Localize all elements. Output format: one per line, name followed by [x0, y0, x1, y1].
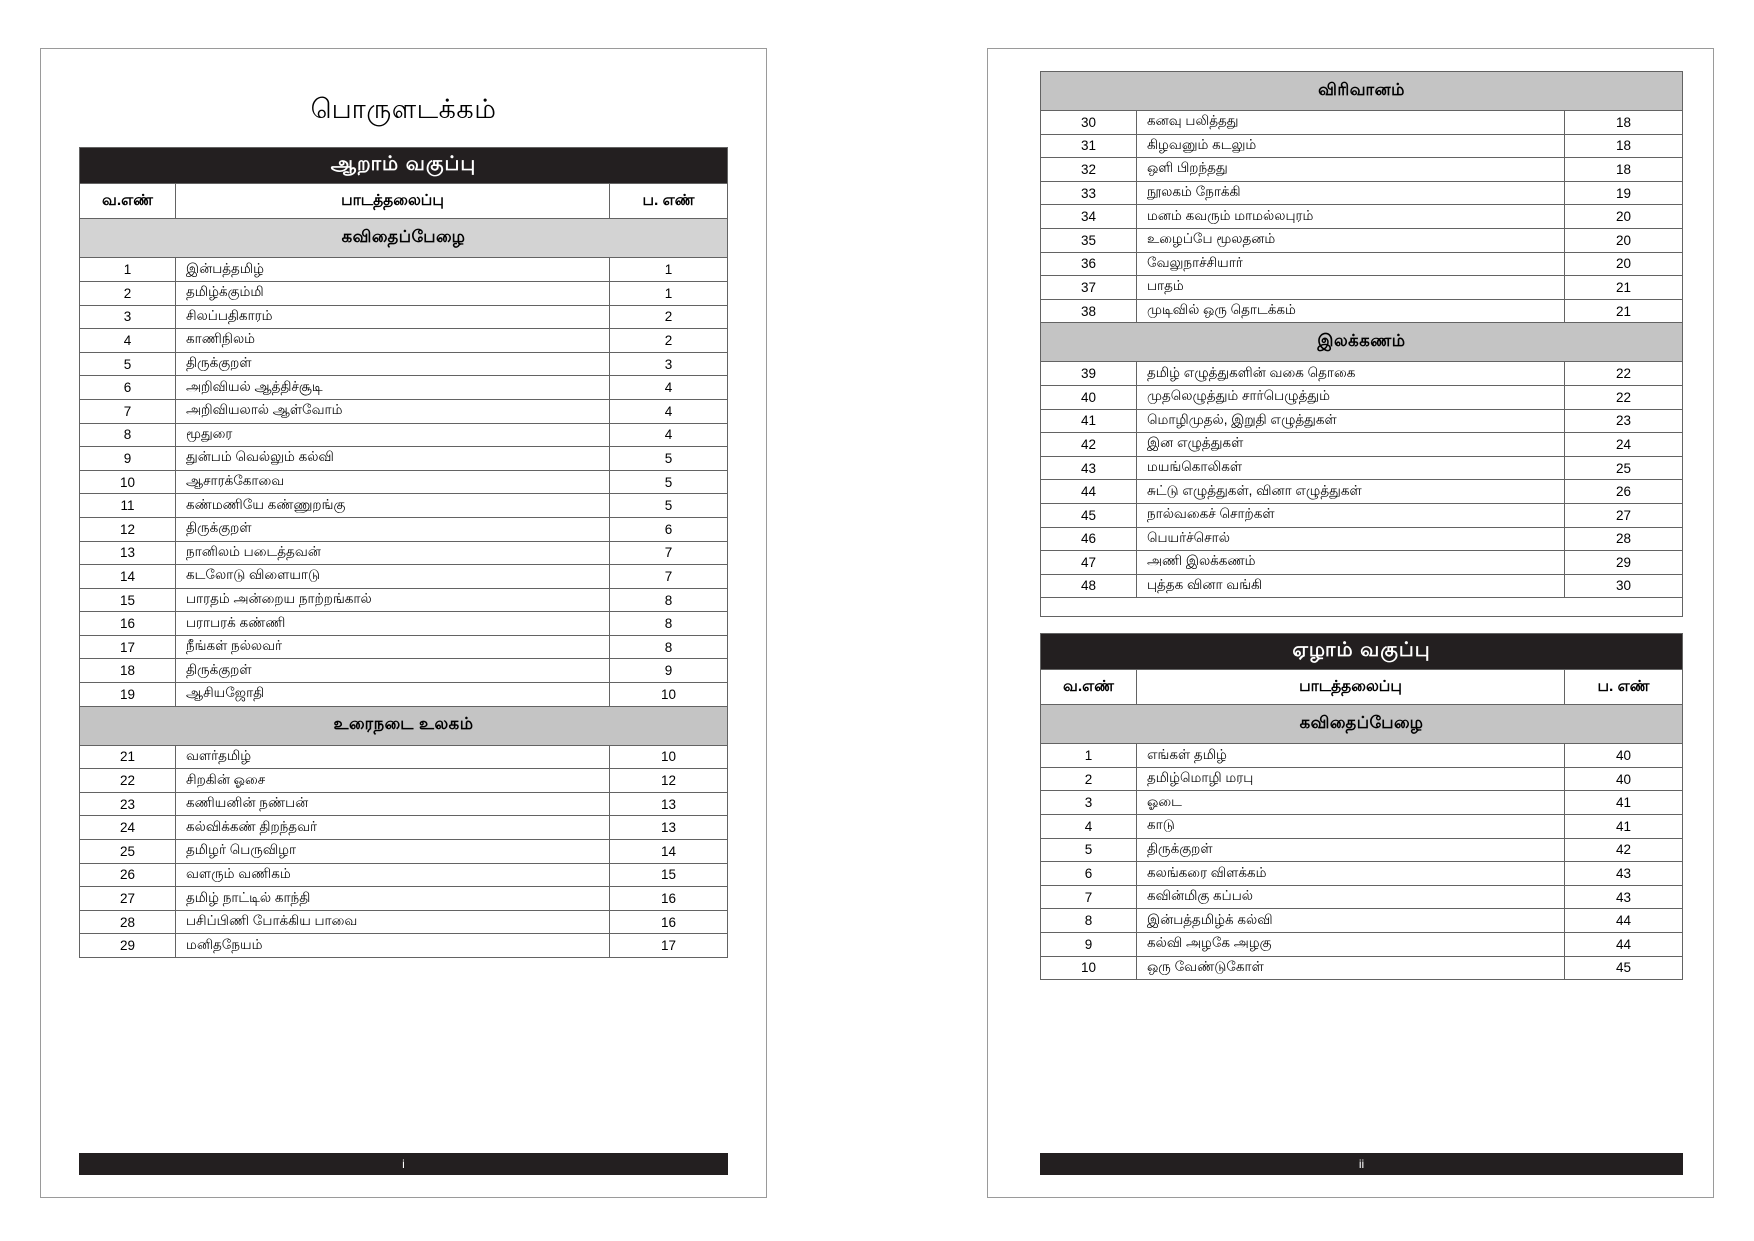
table-row[interactable] [80, 934, 728, 958]
row-sno: 9 [80, 447, 176, 471]
section-header-label: கவிதைப்பேழை [1041, 705, 1683, 744]
row-sno: 1 [1041, 744, 1137, 768]
toc-table-grade7 [1040, 633, 1683, 980]
row-sno: 32 [1041, 158, 1137, 182]
row-title: திருக்குறள் [176, 352, 610, 376]
table-row[interactable] [80, 541, 728, 565]
row-title: கனவு பலித்தது [1137, 111, 1565, 135]
section-header-row [1041, 72, 1683, 111]
row-page: 5 [610, 447, 728, 471]
row-title: மனம் கவரும் மாமல்லபுரம் [1137, 205, 1565, 229]
row-sno: 11 [80, 494, 176, 518]
column-header-page: ப. எண் [610, 184, 728, 219]
row-sno: 24 [80, 816, 176, 840]
row-page: 7 [610, 541, 728, 565]
section-header-label: உரைநடை உலகம் [80, 706, 728, 745]
table-row[interactable] [1041, 885, 1683, 909]
table-row[interactable] [80, 423, 728, 447]
row-page: 18 [1565, 134, 1683, 158]
row-sno: 41 [1041, 409, 1137, 433]
page-left [40, 48, 767, 1198]
row-sno: 39 [1041, 362, 1137, 386]
row-page: 4 [610, 399, 728, 423]
table-row[interactable] [1041, 299, 1683, 323]
table-row[interactable] [1041, 433, 1683, 457]
class-header-row [80, 148, 728, 184]
row-sno: 47 [1041, 551, 1137, 575]
section-header-row [80, 706, 728, 745]
row-page: 27 [1565, 503, 1683, 527]
row-title: தமிழ் எழுத்துகளின் வகை தொகை [1137, 362, 1565, 386]
row-page: 16 [610, 910, 728, 934]
row-page: 20 [1565, 228, 1683, 252]
row-page: 13 [610, 792, 728, 816]
page-footer-number: ii [1358, 1157, 1365, 1171]
table-row[interactable] [80, 863, 728, 887]
table-row[interactable] [1041, 744, 1683, 768]
row-sno: 8 [80, 423, 176, 447]
row-title: கலங்கரை விளக்கம் [1137, 862, 1565, 886]
row-sno: 33 [1041, 181, 1137, 205]
row-title: இன்பத்தமிழ் [176, 258, 610, 282]
table-row[interactable] [80, 887, 728, 911]
row-page: 13 [610, 816, 728, 840]
section-header-label: இலக்கணம் [1041, 323, 1683, 362]
row-sno: 6 [1041, 862, 1137, 886]
table-row[interactable] [80, 352, 728, 376]
table-row[interactable] [1041, 228, 1683, 252]
row-page: 22 [1565, 362, 1683, 386]
row-title: வளர்தமிழ் [176, 745, 610, 769]
table-row[interactable] [80, 470, 728, 494]
row-sno: 36 [1041, 252, 1137, 276]
row-title: உழைப்பே மூலதனம் [1137, 228, 1565, 252]
table-row[interactable] [80, 769, 728, 793]
row-page: 10 [610, 745, 728, 769]
row-page: 18 [1565, 158, 1683, 182]
row-page: 14 [610, 840, 728, 864]
table-row[interactable] [80, 447, 728, 471]
column-header-sno: வ.எண் [80, 184, 176, 219]
table-row[interactable] [1041, 362, 1683, 386]
table-spacer-row [1041, 598, 1683, 617]
section-header-row [80, 219, 728, 258]
table-row[interactable] [1041, 551, 1683, 575]
row-page: 16 [610, 887, 728, 911]
row-page: 4 [610, 423, 728, 447]
row-title: அணி இலக்கணம் [1137, 551, 1565, 575]
row-page: 28 [1565, 527, 1683, 551]
column-header-row [80, 184, 728, 219]
row-sno: 1 [80, 258, 176, 282]
row-title: ஆசாரக்கோவை [176, 470, 610, 494]
toc-body-left [80, 148, 728, 958]
row-title: பாதம் [1137, 276, 1565, 300]
row-sno: 23 [80, 792, 176, 816]
table-row[interactable] [80, 565, 728, 589]
toc-table-grade6 [79, 147, 728, 958]
row-page: 10 [610, 683, 728, 707]
row-sno: 2 [80, 281, 176, 305]
row-sno: 34 [1041, 205, 1137, 229]
toc-body-right-bottom [1041, 634, 1683, 980]
table-row[interactable] [80, 840, 728, 864]
row-page: 18 [1565, 111, 1683, 135]
table-row[interactable] [80, 517, 728, 541]
row-page: 45 [1564, 956, 1682, 980]
row-sno: 35 [1041, 228, 1137, 252]
row-sno: 15 [80, 588, 176, 612]
row-title: மயங்கொலிகள் [1137, 456, 1565, 480]
table-row[interactable] [80, 635, 728, 659]
table-row[interactable] [1041, 791, 1683, 815]
table-row[interactable] [80, 281, 728, 305]
row-title: கண்மணியே கண்ணுறங்கு [176, 494, 610, 518]
row-page: 41 [1564, 791, 1682, 815]
table-row[interactable] [80, 792, 728, 816]
row-sno: 38 [1041, 299, 1137, 323]
row-sno: 37 [1041, 276, 1137, 300]
row-sno: 5 [80, 352, 176, 376]
table-row[interactable] [1041, 181, 1683, 205]
row-title: முடிவில் ஒரு தொடக்கம் [1137, 299, 1565, 323]
row-page: 25 [1565, 456, 1683, 480]
class-header-label: ஏழாம் வகுப்பு [1041, 634, 1683, 670]
row-sno: 4 [80, 329, 176, 353]
row-title: காடு [1137, 815, 1565, 839]
table-row[interactable] [1041, 480, 1683, 504]
row-title: ஆசியஜோதி [176, 683, 610, 707]
row-title: திருக்குறள் [1137, 838, 1565, 862]
row-title: எங்கள் தமிழ் [1137, 744, 1565, 768]
row-title: அறிவியல் ஆத்திச்சூடி [176, 376, 610, 400]
table-row[interactable] [1041, 574, 1683, 598]
table-row[interactable] [80, 258, 728, 282]
row-title: பாரதம் அன்றைய நாற்றங்கால் [176, 588, 610, 612]
page-footer-left [79, 1153, 728, 1175]
row-sno: 42 [1041, 433, 1137, 457]
row-page: 40 [1564, 744, 1682, 768]
row-page: 26 [1565, 480, 1683, 504]
row-page: 40 [1564, 767, 1682, 791]
table-row[interactable] [1041, 527, 1683, 551]
row-page: 15 [610, 863, 728, 887]
page-right [987, 48, 1714, 1198]
row-page: 17 [610, 934, 728, 958]
table-row[interactable] [80, 399, 728, 423]
table-row[interactable] [80, 612, 728, 636]
row-title: நானிலம் படைத்தவன் [176, 541, 610, 565]
table-row[interactable] [1041, 158, 1683, 182]
row-sno: 19 [80, 683, 176, 707]
table-row[interactable] [80, 659, 728, 683]
row-page: 2 [610, 305, 728, 329]
row-title: பசிப்பிணி போக்கிய பாவை [176, 910, 610, 934]
class-header-row [1041, 634, 1683, 670]
row-page: 23 [1565, 409, 1683, 433]
table-row[interactable] [1041, 815, 1683, 839]
row-title: ஒரு வேண்டுகோள் [1137, 956, 1565, 980]
row-sno: 29 [80, 934, 176, 958]
row-sno: 48 [1041, 574, 1137, 598]
row-title: மனிதநேயம் [176, 934, 610, 958]
row-page: 1 [610, 281, 728, 305]
column-header-title: பாடத்தலைப்பு [176, 184, 610, 219]
row-page: 43 [1564, 862, 1682, 886]
row-page: 43 [1564, 885, 1682, 909]
row-title: பெயர்ச்சொல் [1137, 527, 1565, 551]
page-title: பொருளடக்கம் [310, 94, 497, 124]
row-page: 1 [610, 258, 728, 282]
row-title: மொழிமுதல், இறுதி எழுத்துகள் [1137, 409, 1565, 433]
row-sno: 30 [1041, 111, 1137, 135]
row-title: வேலுநாச்சியார் [1137, 252, 1565, 276]
table-row[interactable] [80, 910, 728, 934]
row-sno: 9 [1041, 933, 1137, 957]
row-page: 44 [1564, 909, 1682, 933]
table-row[interactable] [80, 305, 728, 329]
column-header-title: பாடத்தலைப்பு [1137, 670, 1565, 705]
row-title: நால்வகைச் சொற்கள் [1137, 503, 1565, 527]
row-title: இன்பத்தமிழ்க் கல்வி [1137, 909, 1565, 933]
table-row[interactable] [1041, 767, 1683, 791]
row-page: 21 [1565, 276, 1683, 300]
table-row[interactable] [80, 745, 728, 769]
row-page: 22 [1565, 385, 1683, 409]
row-sno: 44 [1041, 480, 1137, 504]
column-header-row [1041, 670, 1683, 705]
row-page: 8 [610, 612, 728, 636]
row-sno: 8 [1041, 909, 1137, 933]
row-title: சுட்டு எழுத்துகள், வினா எழுத்துகள் [1137, 480, 1565, 504]
row-sno: 27 [80, 887, 176, 911]
section-header-label: கவிதைப்பேழை [80, 219, 728, 258]
row-title: முதலெழுத்தும் சார்பெழுத்தும் [1137, 385, 1565, 409]
row-sno: 4 [1041, 815, 1137, 839]
row-sno: 21 [80, 745, 176, 769]
row-sno: 17 [80, 635, 176, 659]
row-title: கடலோடு விளையாடு [176, 565, 610, 589]
row-page: 8 [610, 588, 728, 612]
table-row[interactable] [1041, 252, 1683, 276]
row-page: 6 [610, 517, 728, 541]
row-title: சிலப்பதிகாரம் [176, 305, 610, 329]
row-sno: 7 [1041, 885, 1137, 909]
table-row[interactable] [1041, 862, 1683, 886]
table-row[interactable] [1041, 385, 1683, 409]
row-title: கல்விக்கண் திறந்தவர் [176, 816, 610, 840]
row-page: 5 [610, 494, 728, 518]
table-row[interactable] [1041, 956, 1683, 980]
row-page: 20 [1565, 205, 1683, 229]
row-page: 3 [610, 352, 728, 376]
row-page: 41 [1564, 815, 1682, 839]
table-row[interactable] [1041, 838, 1683, 862]
row-sno: 10 [1041, 956, 1137, 980]
column-header-page: ப. எண் [1564, 670, 1682, 705]
table-row[interactable] [1041, 933, 1683, 957]
row-title: சிறகின் ஓசை [176, 769, 610, 793]
table-row[interactable] [80, 588, 728, 612]
row-title: ஓடை [1137, 791, 1565, 815]
row-sno: 7 [80, 399, 176, 423]
row-page: 5 [610, 470, 728, 494]
row-page: 12 [610, 769, 728, 793]
row-sno: 2 [1041, 767, 1137, 791]
row-sno: 26 [80, 863, 176, 887]
row-title: தமிழ்மொழி மரபு [1137, 767, 1565, 791]
row-title: நீங்கள் நல்லவர் [176, 635, 610, 659]
row-sno: 6 [80, 376, 176, 400]
row-title: நூலகம் நோக்கி [1137, 181, 1565, 205]
row-sno: 12 [80, 517, 176, 541]
table-row[interactable] [80, 683, 728, 707]
section-header-label: விரிவானம் [1041, 72, 1683, 111]
table-row[interactable] [80, 494, 728, 518]
table-row[interactable] [1041, 409, 1683, 433]
row-sno: 16 [80, 612, 176, 636]
page-footer-right [1040, 1153, 1683, 1175]
row-page: 44 [1564, 933, 1682, 957]
table-row[interactable] [80, 329, 728, 353]
row-page: 19 [1565, 181, 1683, 205]
row-title: தமிழ்க்கும்மி [176, 281, 610, 305]
section-header-row [1041, 705, 1683, 744]
row-title: புத்தக வினா வங்கி [1137, 574, 1565, 598]
row-sno: 14 [80, 565, 176, 589]
row-page: 7 [610, 565, 728, 589]
row-sno: 3 [1041, 791, 1137, 815]
row-title: கிழவனும் கடலும் [1137, 134, 1565, 158]
page-footer-number: i [402, 1157, 405, 1171]
row-title: அறிவியலால் ஆள்வோம் [176, 399, 610, 423]
table-row[interactable] [80, 816, 728, 840]
row-page: 29 [1565, 551, 1683, 575]
row-title: மூதுரை [176, 423, 610, 447]
row-title: இன எழுத்துகள் [1137, 433, 1565, 457]
row-sno: 5 [1041, 838, 1137, 862]
table-row[interactable] [1041, 276, 1683, 300]
row-sno: 18 [80, 659, 176, 683]
row-sno: 25 [80, 840, 176, 864]
row-title: பராபரக் கண்ணி [176, 612, 610, 636]
row-page: 9 [610, 659, 728, 683]
row-sno: 13 [80, 541, 176, 565]
row-title: காணிநிலம் [176, 329, 610, 353]
row-sno: 28 [80, 910, 176, 934]
row-title: தமிழர் பெருவிழா [176, 840, 610, 864]
row-title: திருக்குறள் [176, 517, 610, 541]
row-sno: 31 [1041, 134, 1137, 158]
table-row[interactable] [1041, 909, 1683, 933]
table-row[interactable] [80, 376, 728, 400]
toc-table-grade6-continued [1040, 71, 1683, 617]
table-row[interactable] [1041, 111, 1683, 135]
row-page: 2 [610, 329, 728, 353]
row-page: 30 [1565, 574, 1683, 598]
row-sno: 45 [1041, 503, 1137, 527]
table-gap [1040, 617, 1683, 633]
section-header-row [1041, 323, 1683, 362]
column-header-sno: வ.எண் [1041, 670, 1137, 705]
toc-body-right-top [1041, 72, 1683, 617]
row-title: கல்வி அழகே அழகு [1137, 933, 1565, 957]
row-sno: 40 [1041, 385, 1137, 409]
table-row[interactable] [1041, 456, 1683, 480]
row-sno: 46 [1041, 527, 1137, 551]
row-page: 4 [610, 376, 728, 400]
row-sno: 43 [1041, 456, 1137, 480]
row-title: துன்பம் வெல்லும் கல்வி [176, 447, 610, 471]
row-title: கவின்மிகு கப்பல் [1137, 885, 1565, 909]
row-page: 21 [1565, 299, 1683, 323]
row-title: வளரும் வணிகம் [176, 863, 610, 887]
table-row[interactable] [1041, 134, 1683, 158]
row-page: 42 [1564, 838, 1682, 862]
row-title: ஒளி பிறந்தது [1137, 158, 1565, 182]
row-page: 20 [1565, 252, 1683, 276]
table-row[interactable] [1041, 205, 1683, 229]
table-row[interactable] [1041, 503, 1683, 527]
class-header-label: ஆறாம் வகுப்பு [80, 148, 728, 184]
row-sno: 22 [80, 769, 176, 793]
row-sno: 10 [80, 470, 176, 494]
row-sno: 3 [80, 305, 176, 329]
row-title: திருக்குறள் [176, 659, 610, 683]
row-page: 24 [1565, 433, 1683, 457]
row-page: 8 [610, 635, 728, 659]
row-title: கணியனின் நண்பன் [176, 792, 610, 816]
row-title: தமிழ் நாட்டில் காந்தி [176, 887, 610, 911]
